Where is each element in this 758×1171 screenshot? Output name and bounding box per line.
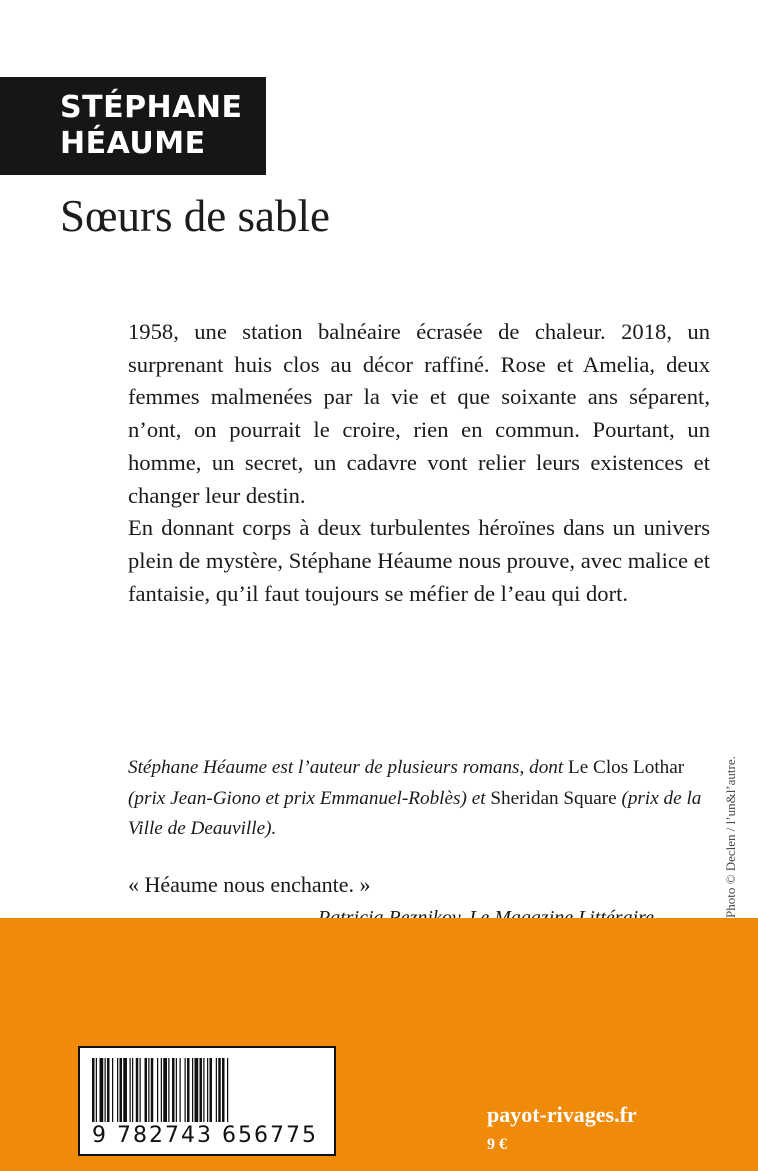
publisher-website[interactable]: payot-rivages.fr <box>487 1102 637 1127</box>
bio-prize-2: (prix de la Ville de Deauville). <box>128 787 702 839</box>
synopsis <box>128 316 710 610</box>
bio-prize-1: (prix Jean-Giono et prix Emmanuel-Roblès) <box>128 787 467 809</box>
author-bio <box>128 753 718 845</box>
book-title: Sœurs de sable <box>60 191 330 241</box>
author-first-name: STÉPHANE <box>60 90 243 125</box>
bio-book-2: Sheridan Square <box>490 787 617 809</box>
bio-book-1: Le Clos Lothar <box>568 757 685 778</box>
press-quote: « Héaume nous enchante. » <box>128 872 371 897</box>
bio-connector: et <box>471 787 486 809</box>
synopsis-paragraph-1: 1958, une station balnéaire écrasée de chaleur. 2018, un surprenant huis clos au décor raffiné. Rose et Amelia, deux femmes malmenées par la vie et que soixante ans séparent, n’ont, on pourrait le croire, rien en commun. Pourtant, un homme, un secret, un cadavre vont relier leurs existences et changer leur destin. <box>128 319 710 508</box>
barcode-bars <box>92 1058 324 1122</box>
isbn-barcode <box>78 1046 336 1156</box>
isbn-digits: 9 782743 656775 <box>92 1123 318 1148</box>
photo-credit: Photo © Declen / l’un&l’autre. <box>723 756 738 918</box>
synopsis-paragraph-2: En donnant corps à deux turbulentes héroïnes dans un univers plein de mystère, Stéphane Héaume nous prouve, avec malice et fantaisie, qu’il faut toujours se méfier de l’eau qui dort. <box>128 515 710 606</box>
price-label: 9 € <box>487 1136 507 1153</box>
bio-intro: Stéphane Héaume est l’auteur de plusieurs romans, dont <box>128 757 564 778</box>
author-last-name: HÉAUME <box>60 126 206 161</box>
